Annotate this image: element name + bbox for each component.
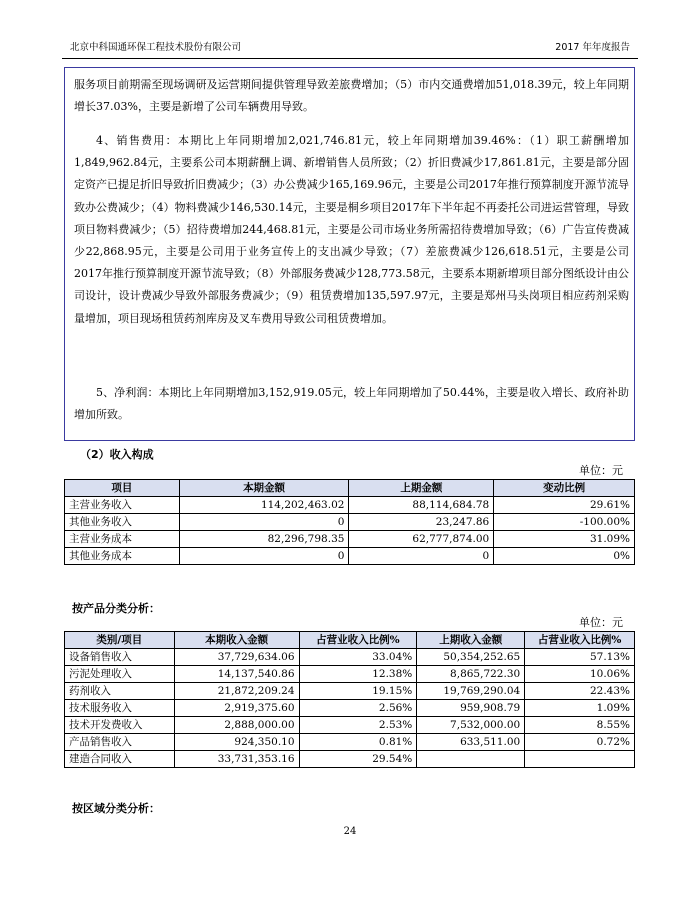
table-cell: -100.00% [494,514,635,531]
table-cell: 62,777,874.00 [349,531,494,548]
table-row [65,751,635,768]
table-cell: 29.61% [494,497,635,514]
table-row [65,649,635,666]
table-cell: 924,350.10 [174,734,299,751]
table-cell [525,751,635,768]
table-cell: 50,354,252.65 [417,649,525,666]
table-cell: 33,731,353.16 [174,751,299,768]
table-cell: 0.81% [299,734,417,751]
table-row [65,497,635,514]
table-cell: 污泥处理收入 [65,666,175,683]
table-cell: 0% [494,548,635,565]
table-cell: 82,296,798.35 [179,531,349,548]
paragraph-sales-expense: 4、销售费用：本期比上年同期增加2,021,746.81元，较上年同期增加39.46%：（1）职工薪酬增加1,849,962.84元，主要系公司本期薪酬上调、新增销售人员所致；（2）折旧费减少17,861.81元，主要是部分固定资产已提足折旧导致折旧费减少；（3）办公费减少165,169.96元，主要是公司2017年推行预算制度开源节流导致办公费减少；（4）物料费减少146,530.14元，主要是桐乡项目2017年下半年起不再委托公司进运营管理，导致项目物料费减少；（5）招待费增加244,468.81元，主要是公司市场业务所需招待费增加导致；（6）广告宣传费减少22,868.95元，主要是公司用于业务宣传上的支出减少导致；（7）差旅费减少126,618.51元，主要是公司2017年推行预算制度开源节流导致；（8）外部服务费减少128,773.58元，主要系本期新增项目部分图纸设计由公司设计，设计费减少导致外部服务费减少；（9）租赁费增加135,597.97元，主要是郑州马头岗项目相应药剂采购量增加，项目现场租赁药剂库房及叉车费用导致公司租赁费增加。 [74,134,629,325]
table-cell: 21,872,209.24 [174,683,299,700]
table-cell [417,751,525,768]
table-row [65,514,635,531]
column-header: 变动比例 [494,480,635,497]
column-header: 上期金额 [349,480,494,497]
table-cell: 药剂收入 [65,683,175,700]
company-name: 北京中科国通环保工程技术股份有限公司 [70,42,242,53]
table-cell: 31.09% [494,531,635,548]
table-cell: 其他业务成本 [65,548,180,565]
table-cell: 19,769,290.04 [417,683,525,700]
paragraph-net-profit: 5、净利润：本期比上年同期增加3,152,919.05元，较上年同期增加了50.44%，主要是收入增长、政府补助增加所致。 [74,386,629,422]
column-header: 上期收入金额 [417,632,525,649]
table-cell: 主营业务收入 [65,497,180,514]
table-cell: 23,247.86 [349,514,494,531]
table-cell: 0 [349,548,494,565]
table-cell: 22.43% [525,683,635,700]
column-header: 占营业收入比例% [299,632,417,649]
table-cell: 633,511.00 [417,734,525,751]
table-row [65,666,635,683]
table-row [65,734,635,751]
table-cell: 2,888,000.00 [174,717,299,734]
table-cell: 2.53% [299,717,417,734]
table-cell: 57.13% [525,649,635,666]
column-header: 项目 [65,480,180,497]
table-cell: 0 [179,548,349,565]
product-unit: 单位：元 [579,616,623,629]
table-cell: 7,532,000.00 [417,717,525,734]
income-section-title: （2）收入构成 [80,448,154,461]
table-row [65,531,635,548]
table-cell: 0 [179,514,349,531]
table-cell: 技术开发费收入 [65,717,175,734]
column-header: 占营业收入比例% [525,632,635,649]
table-cell: 2.56% [299,700,417,717]
product-table [64,631,635,768]
report-title: 2017 年年度报告 [555,42,630,53]
table-cell: 主营业务成本 [65,531,180,548]
table-cell: 37,729,634.06 [174,649,299,666]
table-row [65,548,635,565]
table-header-row [65,480,635,497]
table-cell: 设备销售收入 [65,649,175,666]
table-cell: 14,137,540.86 [174,666,299,683]
page-header [62,36,638,59]
table-cell: 12.38% [299,666,417,683]
income-unit: 单位：元 [579,464,623,477]
table-cell: 29.54% [299,751,417,768]
table-header-row [65,632,635,649]
page-number: 24 [343,826,357,837]
income-table [64,479,635,565]
paragraph-travel-expense: 服务项目前期需至现场调研及运营期间提供管理导致差旅费增加；（5）市内交通费增加51,018.39元，较上年同期增长37.03%，主要是新增了公司车辆费用导致。 [74,78,629,114]
table-cell: 其他业务收入 [65,514,180,531]
table-cell: 19.15% [299,683,417,700]
table-cell: 建造合同收入 [65,751,175,768]
table-cell: 114,202,463.02 [179,497,349,514]
table-row [65,717,635,734]
table-row [65,700,635,717]
table-cell: 88,114,684.78 [349,497,494,514]
table-cell: 产品销售收入 [65,734,175,751]
table-row [65,683,635,700]
table-cell: 2,919,375.60 [174,700,299,717]
region-section-title: 按区域分类分析： [72,802,160,815]
column-header: 本期收入金额 [174,632,299,649]
table-cell: 0.72% [525,734,635,751]
table-cell: 8,865,722.30 [417,666,525,683]
table-cell: 1.09% [525,700,635,717]
table-cell: 10.06% [525,666,635,683]
table-cell: 技术服务收入 [65,700,175,717]
column-header: 本期金额 [179,480,349,497]
table-cell: 8.55% [525,717,635,734]
table-cell: 33.04% [299,649,417,666]
column-header: 类别/项目 [65,632,175,649]
table-cell: 959,908.79 [417,700,525,717]
product-section-title: 按产品分类分析： [72,602,160,615]
